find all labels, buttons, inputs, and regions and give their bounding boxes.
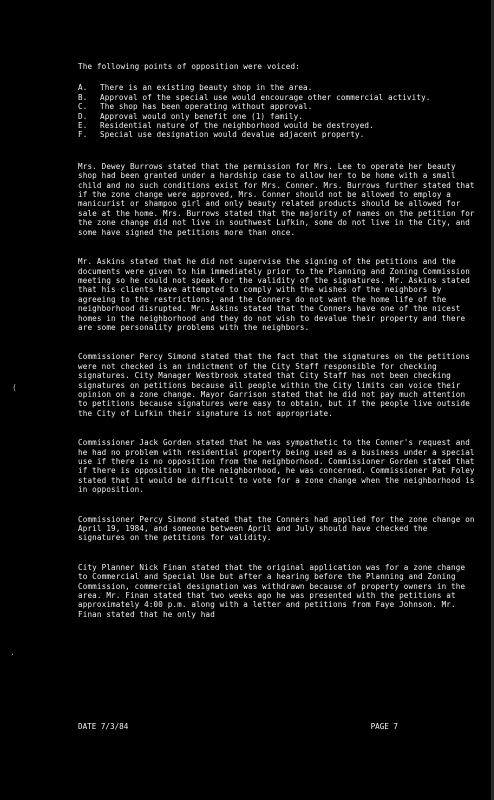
item-text: Approval would only benefit one (1) family. [100,111,304,121]
footer-date: DATE 7/3/84 [78,722,129,731]
paragraph-askins: Mr. Askins stated that he did not supervise the signing of the petitions and the documents were given to him immediately prior to the Planning and Zoning Commission meeting so he could not speak for the validity of the signatures. Mr. Askins stated that his clients have attempted to comply with the wishes of the neighbors by agreeing to the restrictions, and the Conners do not want the home life of the neighborhood disrupted. Mr. Askins stated that the Conners have one of the nicest homes in the neighborhood and they do not wish to devalue their property and there are some personality problems with the neighbors. [78,257,470,332]
list-item [78,102,478,111]
item-letter: C. [78,102,88,112]
item-text: Approval of the special use would encourage other commercial activity. [100,92,431,102]
list-item [78,83,478,92]
item-letter: E. [78,121,88,131]
page-footer [78,722,398,731]
scan-mark: ( [12,383,17,392]
scan-mark: · [10,650,15,659]
list-item [78,121,478,130]
item-letter: A. [78,83,88,93]
footer-page-number: PAGE 7 [370,722,398,731]
paragraph-finan: City Planner Nick Finan stated that the original application was for a zone change to Commercial and Special Use but after a hearing before the Planning and Zoning Commission, commercial designation was withdrawn because of property owners in the area. Mr. Finan stated that two weeks ago he was presented with the petitions at approximately 4:00 p.m. along with a letter and petitions from Faye Johnson. Mr. Finan stated that he only had [78,562,466,619]
opposition-list [78,83,478,139]
item-text: There is an existing beauty shop in the area. [100,83,313,93]
item-letter: F. [78,130,88,140]
list-item [78,130,478,139]
list-item [78,112,478,121]
document-body [78,62,478,639]
paragraph-simond-validity: Commissioner Percy Simond stated that the Conners had applied for the zone change on April 19, 1984, and someone between April and July should have checked the signatures on the petitions for validity. [78,514,475,543]
item-text: Special use designation would devalue adjacent property. [100,130,365,140]
intro-line: The following points of opposition were voiced: [78,62,300,71]
item-letter: B. [78,92,88,102]
paragraph-burrows: Mrs. Dewey Burrows stated that the permission for Mrs. Lee to operate her beauty shop had been granted under a hardship case to allow her to be home with a small child and no such conditions exist for Mrs. Conner. Mrs. Burrows further stated that if the zone change were approved, Mrs. Conner should not be allowed to employ a manicurist or shampoo girl and only beauty related products should be allowed for sale at the home. Mrs. Burrows stated that the majority of names on the petition for the zone change did not live in southwest Lufkin, some do not live in the City, and some have signed the petitions more than once. [78,161,475,237]
list-item [78,93,478,102]
paragraph-gorden: Commissioner Jack Gorden stated that he was sympathetic to the Conner's request and he had no problem with residential property being used as a business under a special use if there is no opposition from the neighborhood. Commissioner Gorden stated that if there is opposition in the neighborhood, he was concerned. Commissioner Pat Foley stated that it would be difficult to vote for a zone change when the neighborhood is in opposition. [78,438,475,495]
paragraph-simond-signatures: Commissioner Percy Simond stated that the fact that the signatures on the petitions were not checked is an indictment of the City Staff responsible for checking signatures. City Manager Westbrook stated that City Staff has not been checking signatures on petitions because all people within the City limits can voice their opinion on a zone change. Mayor Garrison stated that he did not pay much attention to petitions because signatures were easy to obtain, but if the people live outside the City of Lufkin their signature is not appropriate. [78,352,470,418]
item-text: The shop has been operating without approval. [100,102,313,112]
item-text: Residential nature of the neighborhood would be destroyed. [100,121,374,131]
item-letter: D. [78,111,88,121]
